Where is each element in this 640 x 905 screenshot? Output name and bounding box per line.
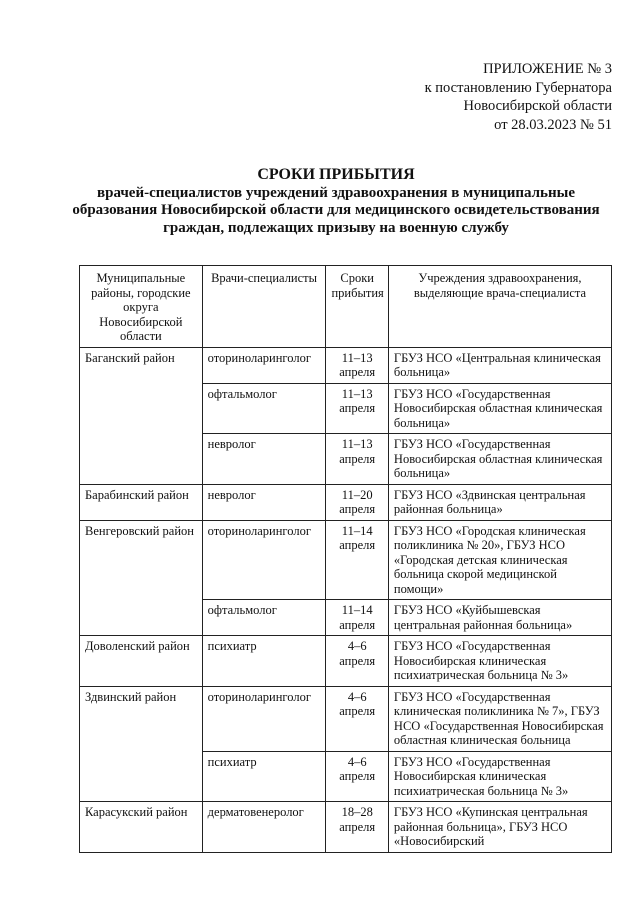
header-doctor: Врачи-специалисты — [202, 266, 326, 348]
appendix-header — [380, 60, 612, 134]
title-line-3: граждан, подлежащих призыву на военную службу — [163, 219, 509, 236]
institution-cell: ГБУЗ НСО «Государственная Новосибирская областная клиническая больница» — [388, 383, 611, 434]
institution-cell: ГБУЗ НСО «Государственная Новосибирская клиническая психиатрическая больница № 3» — [388, 751, 611, 802]
appendix-number: ПРИЛОЖЕНИЕ № 3 — [483, 61, 612, 77]
institution-cell: ГБУЗ НСО «Государственная Новосибирская клиническая психиатрическая больница № 3» — [388, 636, 611, 687]
title-line-1: врачей-специалистов учреждений здравоохранения в муниципальные — [97, 184, 575, 201]
table-row — [80, 520, 612, 600]
district-cell: Доволенский район — [80, 636, 203, 687]
doctor-cell: невролог — [202, 484, 326, 520]
institution-cell: ГБУЗ НСО «Куйбышевская центральная районная больница» — [388, 600, 611, 636]
table-row — [80, 484, 612, 520]
table-row — [80, 636, 612, 687]
title-heading: СРОКИ ПРИБЫТИЯ — [257, 166, 415, 183]
document-title — [50, 166, 622, 237]
institution-cell: ГБУЗ НСО «Здвинская центральная районная больница» — [388, 484, 611, 520]
doctor-cell: офтальмолог — [202, 383, 326, 434]
dates-cell: 4–6 апреля — [326, 636, 388, 687]
dates-cell: 11–14 апреля — [326, 520, 388, 600]
header-institution: Учреждения здравоохранения, выделяющие врача-специалиста — [388, 266, 611, 348]
table-row — [80, 347, 612, 383]
table-row — [80, 686, 612, 751]
appendix-date: от 28.03.2023 № 51 — [494, 116, 612, 133]
appendix-resolution: к постановлению Губернатора — [424, 79, 612, 96]
dates-cell: 11–13 апреля — [326, 383, 388, 434]
schedule-table — [79, 265, 612, 853]
title-line-2: образования Новосибирской области для медицинского освидетельствования — [72, 202, 600, 218]
institution-cell: ГБУЗ НСО «Государственная Новосибирская областная клиническая больница» — [388, 434, 611, 485]
doctor-cell: психиатр — [202, 636, 326, 687]
dates-cell: 11–13 апреля — [326, 347, 388, 383]
appendix-region: Новосибирской области — [463, 98, 612, 114]
header-district: Муниципальные районы, городские округа Новосибирской области — [80, 266, 203, 348]
dates-cell: 11–20 апреля — [326, 484, 388, 520]
district-cell: Карасукский район — [80, 802, 203, 853]
dates-cell: 4–6 апреля — [326, 751, 388, 802]
doctor-cell: офтальмолог — [202, 600, 326, 636]
table-header-row — [80, 266, 612, 348]
doctor-cell: дерматовенеролог — [202, 802, 326, 853]
dates-cell: 11–14 апреля — [326, 600, 388, 636]
doctor-cell: невролог — [202, 434, 326, 485]
doctor-cell: оториноларинголог — [202, 686, 326, 751]
district-cell: Венгеровский район — [80, 520, 203, 636]
institution-cell: ГБУЗ НСО «Купинская центральная районная больница», ГБУЗ НСО «Новосибирский — [388, 802, 611, 853]
dates-cell: 4–6 апреля — [326, 686, 388, 751]
doctor-cell: оториноларинголог — [202, 520, 326, 600]
district-cell: Баганский район — [80, 347, 203, 484]
district-cell: Барабинский район — [80, 484, 203, 520]
doctor-cell: психиатр — [202, 751, 326, 802]
institution-cell: ГБУЗ НСО «Государственная клиническая поликлиника № 7», ГБУЗ НСО «Государственная Новосибирская областная клиническая больница — [388, 686, 611, 751]
institution-cell: ГБУЗ НСО «Городская клиническая поликлиника № 20», ГБУЗ НСО «Городская детская клиническая больница скорой медицинской помощи» — [388, 520, 611, 600]
institution-cell: ГБУЗ НСО «Центральная клиническая больница» — [388, 347, 611, 383]
dates-cell: 18–28 апреля — [326, 802, 388, 853]
dates-cell: 11–13 апреля — [326, 434, 388, 485]
header-dates: Сроки прибытия — [326, 266, 388, 348]
district-cell: Здвинский район — [80, 686, 203, 802]
doctor-cell: оториноларинголог — [202, 347, 326, 383]
table-row — [80, 802, 612, 853]
